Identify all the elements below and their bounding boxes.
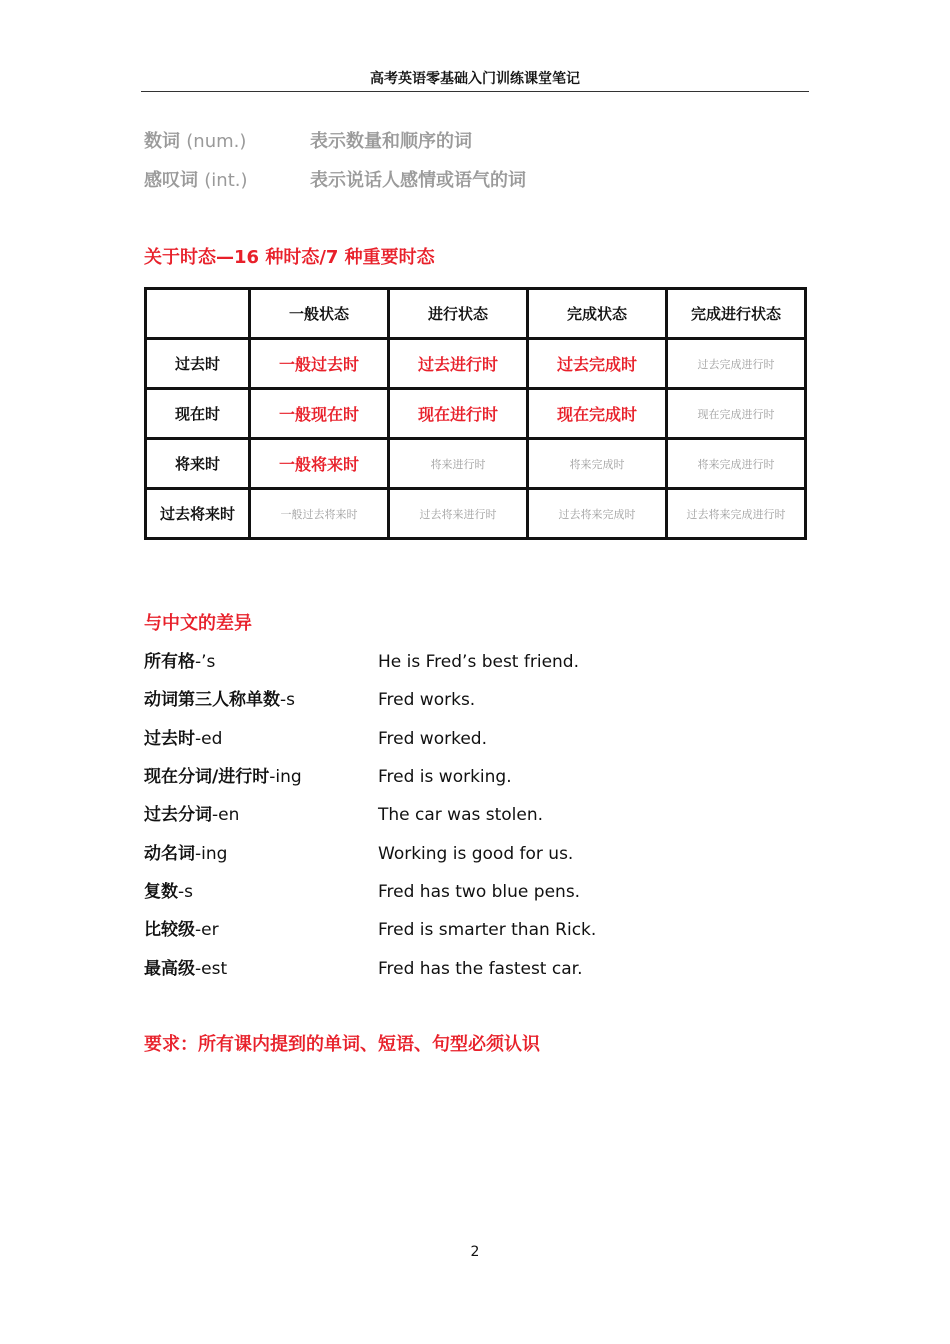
difference-label: 最高级-est	[144, 959, 228, 979]
requirement-note: 要求：所有课内提到的单词、短语、句型必须认识	[144, 1034, 540, 1055]
row-header: 现在时	[146, 389, 250, 439]
tense-cell-important: 过去进行时	[389, 339, 528, 389]
difference-example: Fred is working.	[378, 767, 512, 787]
pos-row-numeral	[144, 127, 472, 153]
column-header: 完成进行状态	[667, 289, 806, 339]
difference-row	[144, 839, 573, 864]
row-header: 过去时	[146, 339, 250, 389]
row-header: 将来时	[146, 439, 250, 489]
tense-cell: 将来完成进行时	[667, 439, 806, 489]
difference-label: 复数-s	[144, 882, 193, 902]
page-number: 2	[470, 1244, 480, 1260]
difference-example: Fred has two blue pens.	[378, 882, 581, 902]
tense-cell-important: 一般将来时	[250, 439, 389, 489]
difference-label: 动词第三人称单数-s	[144, 690, 295, 710]
tense-cell-important: 一般现在时	[250, 389, 389, 439]
difference-label: 动名词-ing	[144, 844, 228, 864]
difference-label: 过去时-ed	[144, 729, 223, 749]
pos-desc: 表示说话人感情或语气的词	[310, 170, 526, 191]
difference-row	[144, 647, 579, 672]
difference-label: 所有格-’s	[144, 652, 216, 672]
tense-cell: 一般过去将来时	[250, 489, 389, 539]
pos-abbr: (num.)	[186, 131, 247, 152]
tense-cell: 过去将来完成时	[528, 489, 667, 539]
difference-example: The car was stolen.	[378, 805, 544, 825]
table-corner-cell	[146, 289, 250, 339]
tense-header-row	[146, 289, 806, 339]
tense-cell: 将来完成时	[528, 439, 667, 489]
pos-row-interjection	[144, 166, 526, 192]
difference-example: Fred is smarter than Rick.	[378, 920, 597, 940]
difference-row	[144, 800, 543, 825]
pos-term: 数词 (num.)	[144, 131, 247, 152]
column-header: 完成状态	[528, 289, 667, 339]
header-divider	[141, 91, 809, 92]
difference-row	[144, 915, 596, 940]
difference-example: Fred works.	[378, 690, 476, 710]
difference-example: Fred has the fastest car.	[378, 959, 583, 979]
tense-cell: 过去完成进行时	[667, 339, 806, 389]
tense-cell-important: 一般过去时	[250, 339, 389, 389]
difference-example: Fred worked.	[378, 729, 487, 749]
page-header-title: 高考英语零基础入门训练课堂笔记	[370, 71, 580, 87]
difference-row	[144, 762, 512, 787]
difference-example: He is Fred’s best friend.	[378, 652, 580, 672]
difference-example: Working is good for us.	[378, 844, 574, 864]
pos-desc: 表示数量和顺序的词	[310, 131, 472, 152]
tense-cell-important: 过去完成时	[528, 339, 667, 389]
tense-cell: 过去将来完成进行时	[667, 489, 806, 539]
tense-row-present	[146, 389, 806, 439]
difference-label: 比较级-er	[144, 920, 219, 940]
column-header: 一般状态	[250, 289, 389, 339]
difference-row	[144, 877, 580, 902]
pos-abbr: (int.)	[204, 170, 248, 191]
difference-label: 现在分词/进行时-ing	[144, 767, 302, 787]
pos-term: 感叹词 (int.)	[144, 170, 248, 191]
tense-cell-important: 现在进行时	[389, 389, 528, 439]
row-header: 过去将来时	[146, 489, 250, 539]
tense-section-title: 关于时态—16 种时态/7 种重要时态	[144, 247, 435, 268]
column-header: 进行状态	[389, 289, 528, 339]
tense-cell: 将来进行时	[389, 439, 528, 489]
differences-section-title: 与中文的差异	[144, 613, 252, 634]
tense-row-future	[146, 439, 806, 489]
tense-cell-important: 现在完成时	[528, 389, 667, 439]
difference-row	[144, 724, 487, 749]
tense-cell: 现在完成进行时	[667, 389, 806, 439]
tense-table	[144, 287, 807, 540]
difference-label: 过去分词-en	[144, 805, 240, 825]
tense-cell: 过去将来进行时	[389, 489, 528, 539]
tense-row-past-future	[146, 489, 806, 539]
difference-row	[144, 685, 475, 710]
tense-row-past	[146, 339, 806, 389]
difference-row	[144, 954, 582, 979]
